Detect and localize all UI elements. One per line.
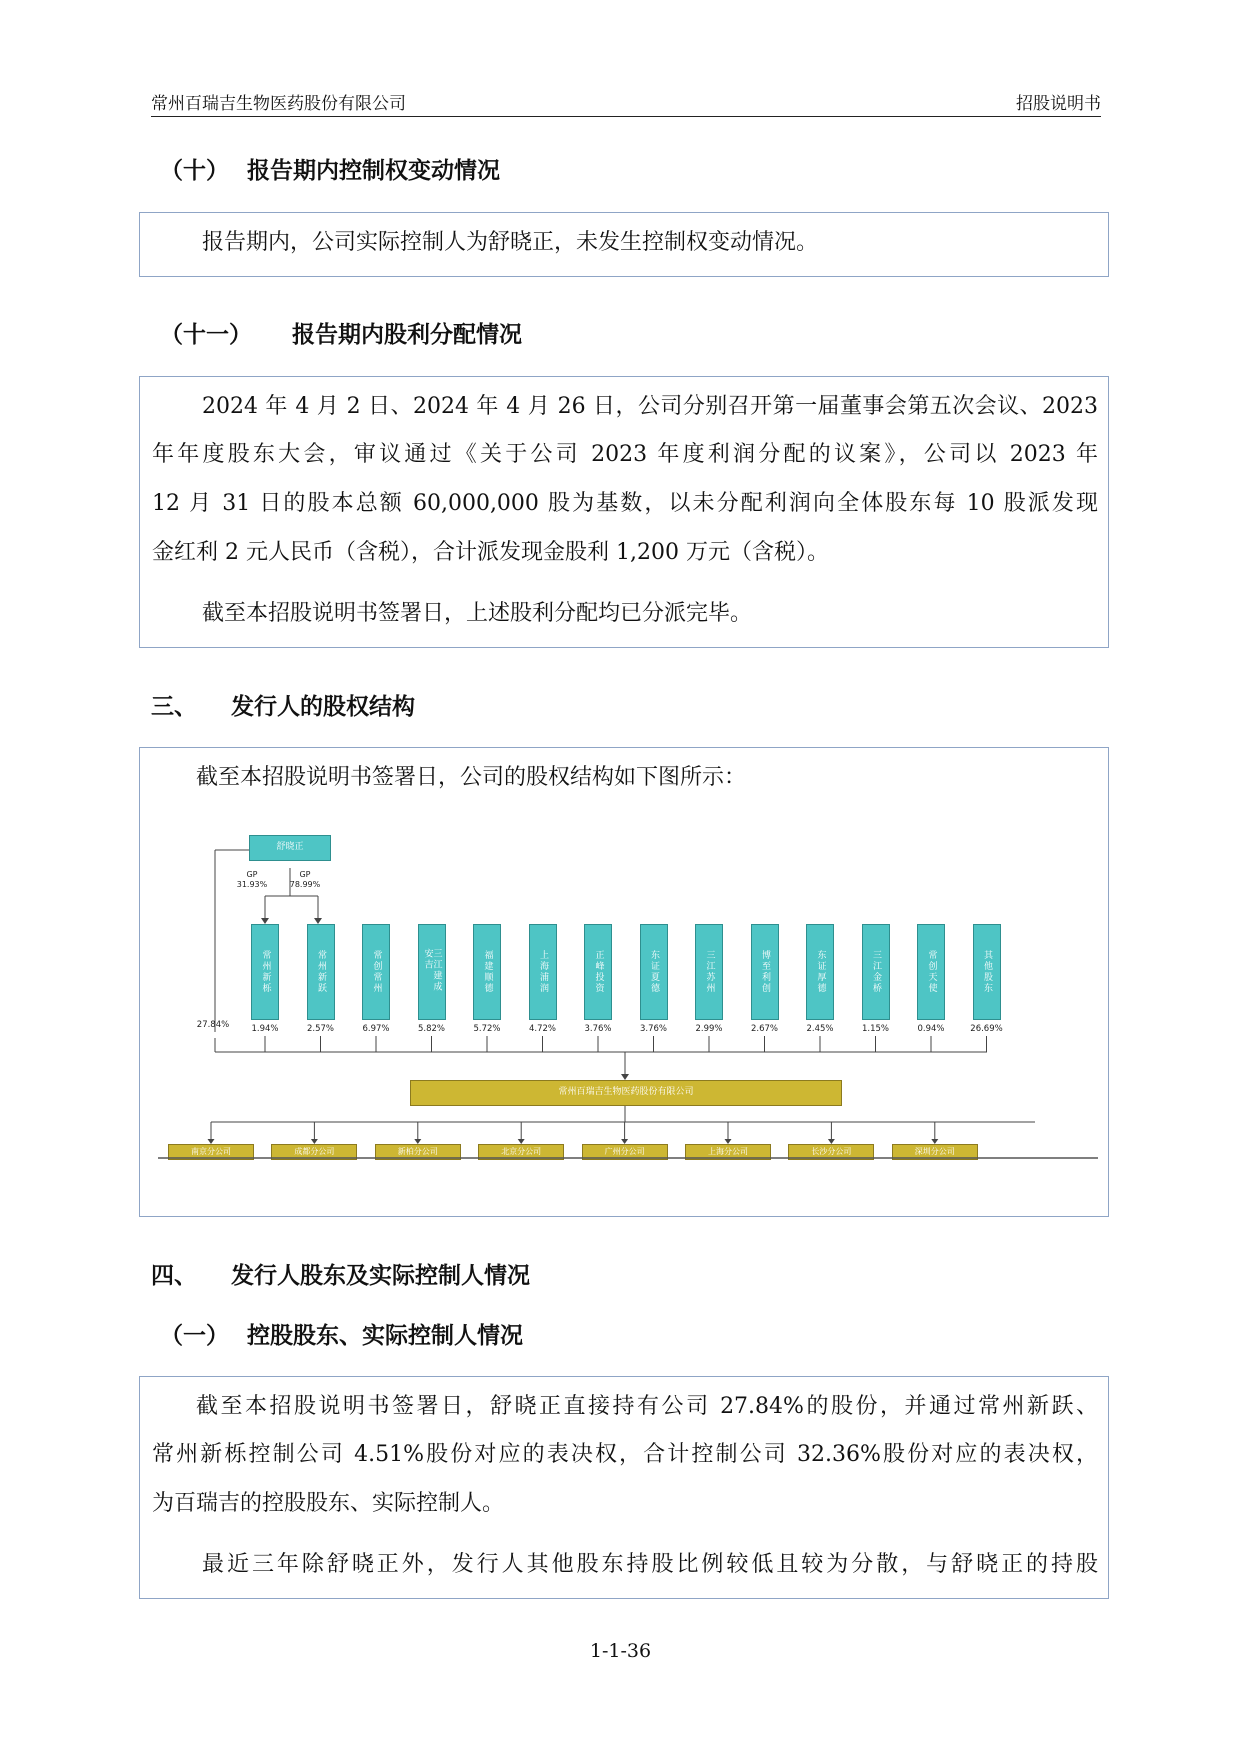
gp-label-2-text: GP — [299, 870, 311, 879]
shareholder-node — [362, 924, 390, 1020]
branch-node — [582, 1144, 668, 1160]
branch-node — [168, 1144, 254, 1160]
section-4-1-box — [139, 1376, 1109, 1599]
ownership-chart — [140, 806, 1108, 1206]
shareholder-node — [473, 924, 501, 1020]
section-11-title: 报告期内股利分配情况 — [292, 322, 523, 348]
shareholder-name: 博至利创 — [760, 950, 770, 994]
shareholder-name: 常州新栎 — [260, 950, 271, 994]
section-10-heading — [160, 152, 500, 185]
shareholder-pct: 2.45% — [806, 1024, 834, 1034]
direct-holding-pct: 27.84% — [196, 1020, 230, 1030]
section-4-number: 四、 — [151, 1263, 197, 1289]
shareholder-name: 常州新跃 — [316, 950, 326, 994]
header-doc-title: 招股说明书 — [1016, 94, 1101, 114]
shareholder-node — [251, 924, 279, 1020]
shareholder-pct: 3.76% — [584, 1024, 612, 1034]
branch-name: 长沙分公司 — [811, 1147, 852, 1156]
branch-name: 上海分公司 — [708, 1147, 748, 1156]
branch-node — [375, 1144, 461, 1160]
shareholder-pct: 1.94% — [251, 1024, 279, 1034]
shareholder-name: 东证厚德 — [815, 950, 826, 994]
shareholder-name: 正峰投资 — [593, 950, 604, 994]
branch-node — [892, 1144, 978, 1160]
issuer-company-node — [410, 1080, 842, 1106]
branch-name: 广州分公司 — [604, 1147, 645, 1156]
section-11-line-2: 年年度股东大会，审议通过《关于公司 2023 年度利润分配的议案》，公司以 2023 年 — [152, 442, 1098, 467]
gp-label-1-text: GP — [246, 870, 258, 879]
section-11-heading — [160, 316, 522, 349]
shareholder-node — [695, 924, 723, 1020]
shareholder-name: 三江金桥 — [871, 950, 881, 994]
shareholder-pct: 1.15% — [861, 1024, 890, 1034]
shareholder-node — [751, 924, 779, 1020]
shareholder-node — [418, 924, 446, 1020]
branch-node — [788, 1144, 874, 1160]
page-number: 1-1-36 — [589, 1640, 652, 1662]
page-header — [151, 86, 1101, 117]
section-4-1-line-4: 最近三年除舒晓正外，发行人其他股东持股比例较低且较为分散，与舒晓正的持股 — [202, 1552, 1098, 1577]
section-3-number: 三、 — [151, 694, 197, 720]
shareholder-pct: 2.67% — [750, 1024, 779, 1034]
shareholder-pct: 26.69% — [970, 1024, 1003, 1034]
section-11-text-2: 截至本招股说明书签署日，上述股利分配均已分派完毕。 — [202, 601, 753, 626]
shareholder-name: 常创天使 — [926, 950, 937, 994]
section-4-1-line-1: 截至本招股说明书签署日，舒晓正直接持有公司 27.84%的股份，并通过常州新跃、 — [196, 1394, 1098, 1419]
shareholder-name: 其他股东 — [982, 950, 992, 994]
controller-node — [249, 835, 331, 861]
section-11-line-4: 金红利 2 元人民币（含税），合计派发现金股利 1,200 万元（含税）。 — [152, 540, 829, 565]
section-10-box — [139, 212, 1109, 277]
branch-name: 成都分公司 — [294, 1147, 335, 1156]
section-11-line-1: 2024 年 4 月 2 日、2024 年 4 月 26 日，公司分别召开第一届董事会第五次会议、2023 — [202, 394, 1098, 419]
shareholder-pct: 0.94% — [917, 1024, 945, 1034]
branch-name: 新柏分公司 — [397, 1147, 438, 1156]
shareholder-node — [917, 924, 945, 1020]
shareholder-pct: 2.57% — [306, 1024, 335, 1034]
section-4-title: 发行人股东及实际控制人情况 — [231, 1263, 531, 1289]
shareholder-node — [640, 924, 668, 1020]
shareholder-node — [584, 924, 612, 1020]
section-3-heading — [151, 688, 415, 721]
shareholder-name: 常创常州 — [371, 950, 382, 994]
shareholder-pct: 2.99% — [695, 1024, 723, 1034]
shareholder-name: 福建顺德 — [482, 950, 493, 994]
branch-name: 深圳分公司 — [914, 1147, 955, 1156]
section-11-number: （十一） — [160, 322, 252, 348]
section-4-1-title: 控股股东、实际控制人情况 — [247, 1323, 524, 1349]
gp-label-1 — [237, 870, 268, 890]
shareholder-pct: 5.82% — [417, 1024, 446, 1034]
branch-name: 南京分公司 — [191, 1147, 231, 1156]
section-11-box — [139, 376, 1109, 648]
shareholder-node — [973, 924, 1001, 1020]
shareholder-pct: 5.72% — [473, 1024, 501, 1034]
shareholder-name: 上海浦润 — [538, 950, 548, 994]
branch-name: 北京分公司 — [501, 1147, 542, 1156]
branch-node — [271, 1144, 357, 1160]
shareholder-name: 三江苏州 — [704, 950, 715, 994]
shareholder-name: 东证夏德 — [649, 950, 659, 994]
shareholder-name: 三江建成安吉 — [422, 948, 442, 993]
section-11-line-3: 12 月 31 日的股本总额 60,000,000 股为基数，以未分配利润向全体股东每 10 股派发现 — [152, 491, 1098, 516]
gp-label-2 — [290, 870, 321, 890]
section-10-title: 报告期内控制权变动情况 — [247, 158, 501, 184]
controller-name: 舒晓正 — [276, 842, 304, 852]
branch-node — [685, 1144, 771, 1160]
shareholder-node — [529, 924, 557, 1020]
header-company: 常州百瑞吉生物医药股份有限公司 — [151, 94, 406, 114]
gp-label-1-pct: 31.93% — [236, 880, 268, 889]
issuer-company-name: 常州百瑞吉生物医药股份有限公司 — [558, 1087, 694, 1097]
section-4-heading — [151, 1257, 530, 1290]
section-4-1-heading — [160, 1317, 523, 1350]
shareholder-node — [862, 924, 890, 1020]
gp-label-2-pct: 78.99% — [289, 880, 321, 889]
section-10-number: （十） — [160, 158, 229, 184]
shareholder-pct: 4.72% — [528, 1024, 557, 1034]
section-4-1-line-2: 常州新栎控制公司 4.51%股份对应的表决权，合计控制公司 32.36%股份对应的表决权， — [152, 1442, 1098, 1467]
shareholder-node — [806, 924, 834, 1020]
section-4-1-line-3: 为百瑞吉的控股股东、实际控制人。 — [152, 1491, 505, 1516]
branch-node — [478, 1144, 564, 1160]
shareholder-pct: 6.97% — [362, 1024, 390, 1034]
shareholder-pct: 3.76% — [639, 1024, 668, 1034]
shareholder-node — [307, 924, 335, 1020]
section-10-text: 报告期内，公司实际控制人为舒晓正，未发生控制权变动情况。 — [202, 230, 819, 255]
section-4-1-number: （一） — [160, 1323, 229, 1349]
section-3-intro: 截至本招股说明书签署日，公司的股权结构如下图所示： — [196, 765, 747, 790]
section-3-title: 发行人的股权结构 — [231, 694, 416, 720]
